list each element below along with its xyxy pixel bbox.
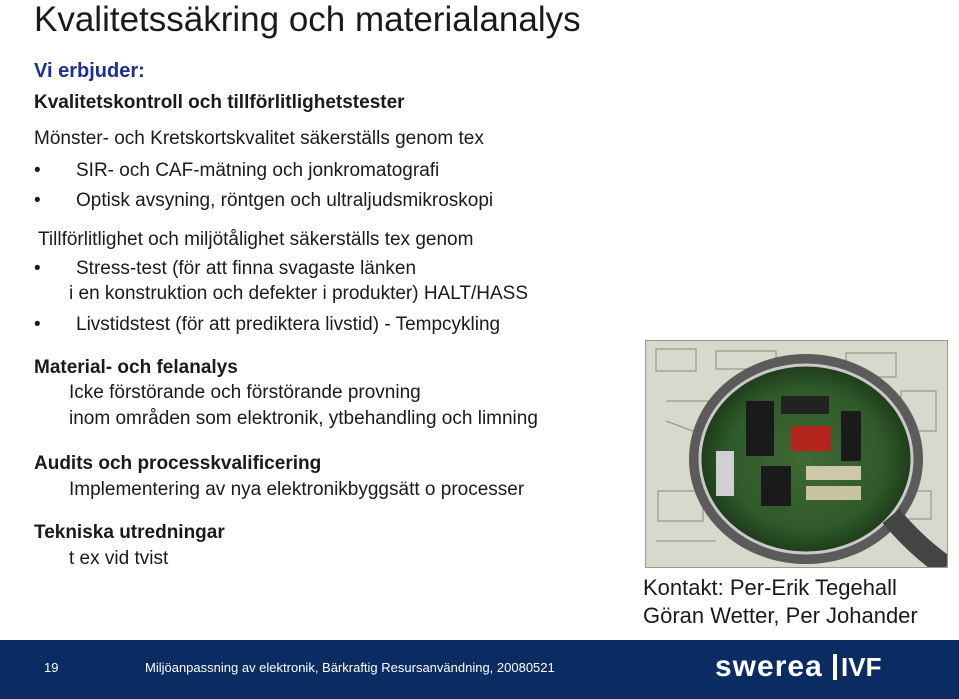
section-line: inom områden som elektronik, ytbehandling och limning — [69, 408, 538, 429]
section-line: Implementering av nya elektronikbyggsätt o processer — [69, 479, 525, 500]
svg-text:IVF: IVF — [841, 652, 882, 682]
bullet-icon: • — [34, 314, 41, 335]
bullet-icon: • — [34, 258, 41, 279]
intro-text: Tillförlitlighet och miljötålighet säkerställs tex genom — [38, 229, 474, 250]
section-heading: Tekniska utredningar — [34, 522, 225, 543]
circuit-board-photo — [645, 340, 948, 568]
contact-line: Kontakt: Per-Erik Tegehall — [643, 575, 897, 600]
bullet-item: Livstidstest (för att prediktera livstid) - Tempcykling — [76, 314, 501, 335]
section-heading: Audits och processkvalificering — [34, 453, 322, 474]
section-line: t ex vid tvist — [69, 548, 169, 569]
contact-line: Göran Wetter, Per Johander — [643, 603, 918, 628]
swerea-ivf-logo — [715, 646, 890, 686]
bullet-icon: • — [34, 160, 41, 181]
section-heading: Kvalitetskontroll och tillförlitlighetstester — [34, 92, 405, 113]
section-heading: Material- och felanalys — [34, 357, 238, 378]
bullet-item: Optisk avsyning, röntgen och ultraljudsmikroskopi — [76, 190, 494, 211]
bullet-icon: • — [34, 190, 41, 211]
footer-text: Miljöanpassning av elektronik, Bärkraftig Resursanvändning, 20080521 — [145, 660, 555, 675]
slide-title: Kvalitetssäkring och materialanalys — [34, 0, 581, 39]
bullet-item: SIR- och CAF-mätning och jonkromatografi — [76, 160, 440, 181]
bullet-item-continuation: i en konstruktion och defekter i produkter) HALT/HASS — [69, 283, 529, 304]
intro-text: Mönster- och Kretskortskvalitet säkerställs genom tex — [34, 128, 484, 149]
page-number: 19 — [44, 660, 59, 675]
bullet-item: Stress-test (för att finna svagaste länken — [76, 258, 417, 279]
slide-subtitle: Vi erbjuder: — [34, 60, 145, 82]
section-line: Icke förstörande och förstörande provning — [69, 382, 421, 403]
svg-text:swerea: swerea — [715, 650, 823, 683]
